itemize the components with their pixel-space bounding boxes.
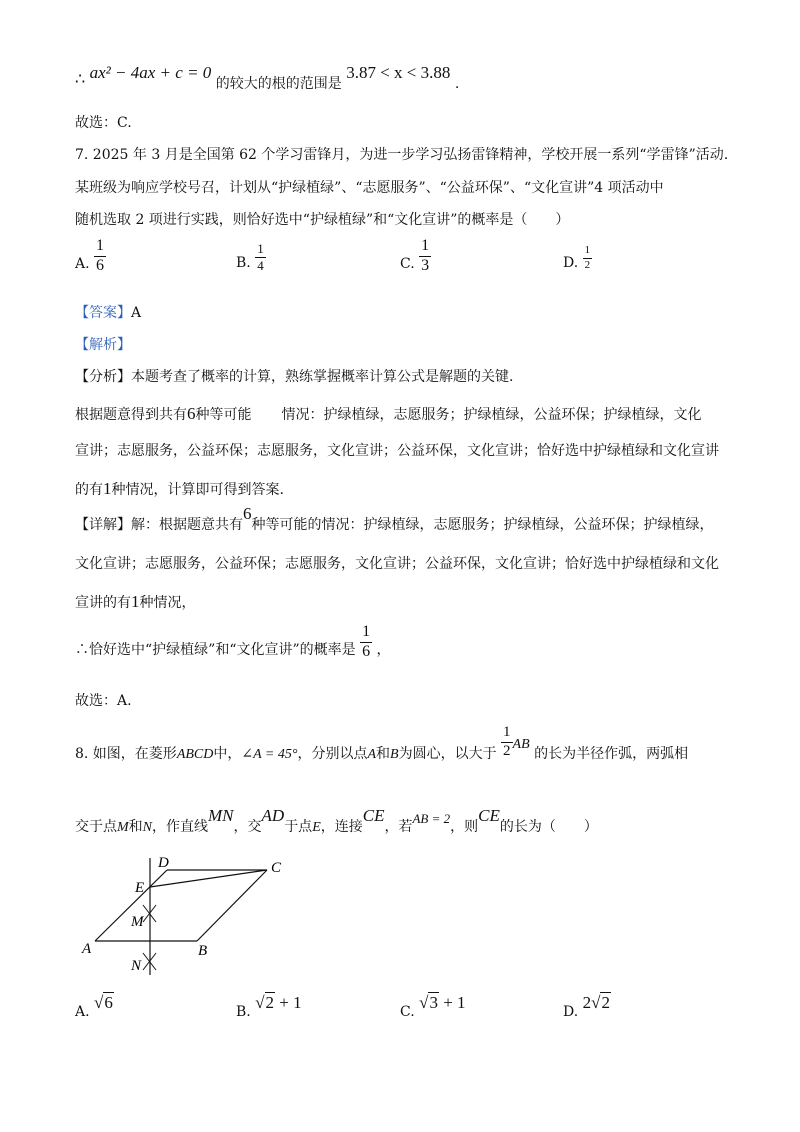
side-BC [197,870,267,941]
q7-option-a[interactable]: A. $\frac{1}{6}$ [75,237,105,274]
xiangjie-line1: 【详解】解：根据题意共有6种等可能的情况：护绿植绿，志愿服务；护绿植绿，公益环保；护绿植绿， [75,504,714,533]
q7-stem-line2: 某班级为响应学校号召，计划从“护绿植绿”、“志愿服务”、“公益环保”、“文化宣讲”4 项活动中 [75,180,664,196]
label-M: M [131,914,144,930]
answer-value: A [131,305,142,321]
q7-option-b[interactable]: B. $\frac{1}{4}$ [236,241,264,273]
label-D: D [158,855,169,871]
label-C: C [271,860,282,876]
fenxi-para-line1: 根据题意得到共有6种等可能 情况：护绿植绿，志愿服务；护绿植绿，公益环保；护绿植绿，文化 [75,404,702,423]
root-range-value: 3.87 < x < 3.88 [346,63,451,82]
q8-option-b[interactable]: B. √2 + 1 [236,993,302,1020]
answer-line [75,306,141,320]
fenxi-tag: 【分析】 [75,369,131,385]
xiangjie-tag: 【详解】 [75,517,131,533]
q7-option-d[interactable]: D. $\frac{1}{2}$ [563,244,591,272]
xiangjie-line3: 宣讲的有1种情况， [75,592,196,611]
therefore-symbol: ∴ [75,69,86,88]
q8-option-a[interactable]: A. √6 [75,993,113,1020]
fraction: $\frac{1}{2}$ [503,724,511,759]
fenxi-para-line3: 的有1种情况，计算即可得到答案. [75,479,284,498]
label-A: A [82,941,92,957]
fenxi-line [75,370,513,384]
label-B: B [198,943,208,959]
fraction: $\frac{1}{4}$ [257,241,264,273]
fraction: $\frac{1}{2}$ [584,244,591,271]
q7-stem-line3: 随机选取 2 项进行实践，则恰好选中“护绿植绿”和“文化宣讲”的概率是（ ） [75,212,570,228]
root-range-text: 的较大的根的范围是 [215,76,342,92]
quadratic-equation: ax² − 4ax + c = 0 [89,63,212,82]
solution-line-root-range [75,63,460,92]
q8-option-d[interactable]: D. 2√2 [563,993,610,1020]
q7-stem-line1: 7. 2025 年 3 月是全国第 62 个学习雷锋月，为进一步学习弘扬雷锋精神，学校开展一系列“学雷锋”活动. [75,147,729,163]
period: . [454,76,460,92]
answer-choice: 故选：A. [75,693,132,709]
answer-choice-prev: 故选：C. [75,115,132,131]
conclusion-line: ∴恰好选中“护绿植绿”和“文化宣讲”的概率是 $\frac{1}{6}$ ， [75,623,391,660]
fraction: $\frac{1}{6}$ [362,623,371,660]
sqrt-expression: √6 [94,993,113,1012]
fenxi-para-line2: 宣讲；志愿服务，公益环保；志愿服务，文化宣讲；公益环保，文化宣讲；恰好选中护绿植绿和文化宣讲 [75,443,719,459]
fraction: $\frac{1}{3}$ [421,237,430,274]
fenxi-text: 本题考查了概率的计算，熟练掌握概率计算公式是解题的关键. [131,369,514,385]
sqrt-expression: √3 + 1 [419,993,466,1012]
label-N: N [131,958,142,974]
fraction: $\frac{1}{6}$ [96,237,105,274]
q8-option-c[interactable]: C. √3 + 1 [400,993,466,1020]
sqrt-expression: 2√2 [582,993,610,1012]
segment-CE [150,870,267,887]
rhombus-figure [70,850,300,980]
answer-tag: 【答案】 [75,305,131,321]
xiangjie-line2: 文化宣讲；志愿服务，公益环保；志愿服务，文化宣讲；公益环保，文化宣讲；恰好选中护绿植绿和文化 [75,556,719,572]
analysis-tag: 【解析】 [75,337,131,353]
sqrt-expression: √2 + 1 [255,993,302,1012]
q8-stem-line1: 8. 如图，在菱形ABCD中，∠A = 45°，分别以点A和B为圆心，以大于 $\frac{1}{2}$ AB 的长为半径作弧，两弧相 [75,724,689,763]
label-E: E [135,880,145,896]
q7-option-c[interactable]: C. $\frac{1}{3}$ [400,237,430,274]
q8-stem-line2: 交于点M和N，作直线MN，交AD于点E，连接CE，若AB = 2，则CE的长为（ ） [75,806,598,835]
